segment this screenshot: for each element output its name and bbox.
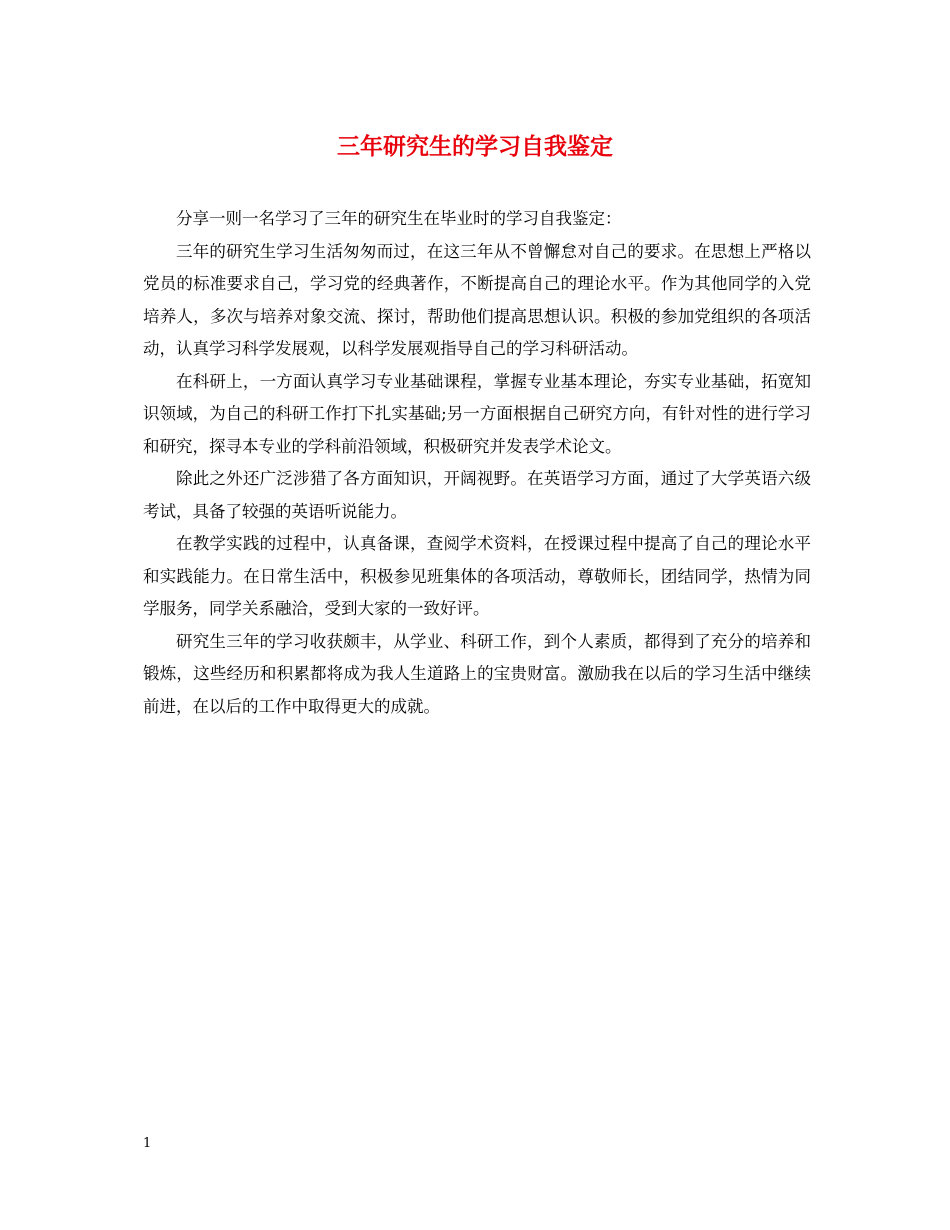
document-title: 三年研究生的学习自我鉴定 <box>337 133 613 160</box>
page-number: 1 <box>143 1136 152 1151</box>
document-body <box>143 203 811 723</box>
paragraph-intro: 分享一则一名学习了三年的研究生在毕业时的学习自我鉴定： <box>176 209 622 228</box>
paragraph-research: 在科研上，一方面认真学习专业基础课程，掌握专业基本理论，夯实专业基础，拓宽知识领域，为自己的科研工作打下扎实基础;另一方面根据自己研究方向，有针对性的进行学习和研究，探寻本专业的学科前沿领域，积极研究并发表学术论文。 <box>143 371 811 456</box>
paragraph-teaching: 在教学实践的过程中，认真备课，查阅学术资料，在授课过程中提高了自己的理论水平和实践能力。在日常生活中，积极参见班集体的各项活动，尊敬师长，团结同学，热情为同学服务，同学关系融洽，受到大家的一致好评。 <box>143 534 811 618</box>
paragraph-english: 除此之外还广泛涉猎了各方面知识，开阔视野。在英语学习方面，通过了大学英语六级考试，具备了较强的英语听说能力。 <box>143 469 811 521</box>
paragraph-ideology: 三年的研究生学习生活匆匆而过，在这三年从不曾懈怠对自己的要求。在思想上严格以党员的标准要求自己，学习党的经典著作，不断提高自己的理论水平。作为其他同学的入党培养人，多次与培养对象交流、探讨，帮助他们提高思想认识。积极的参加党组织的各项活动，认真学习科学发展观，以科学发展观指导自己的学习科研活动。 <box>143 241 811 358</box>
paragraph-summary: 研究生三年的学习收获颇丰，从学业、科研工作，到个人素质，都得到了充分的培养和锻炼，这些经历和积累都将成为我人生道路上的宝贵财富。激励我在以后的学习生活中继续前进，在以后的工作中取得更大的成就。 <box>143 631 811 716</box>
